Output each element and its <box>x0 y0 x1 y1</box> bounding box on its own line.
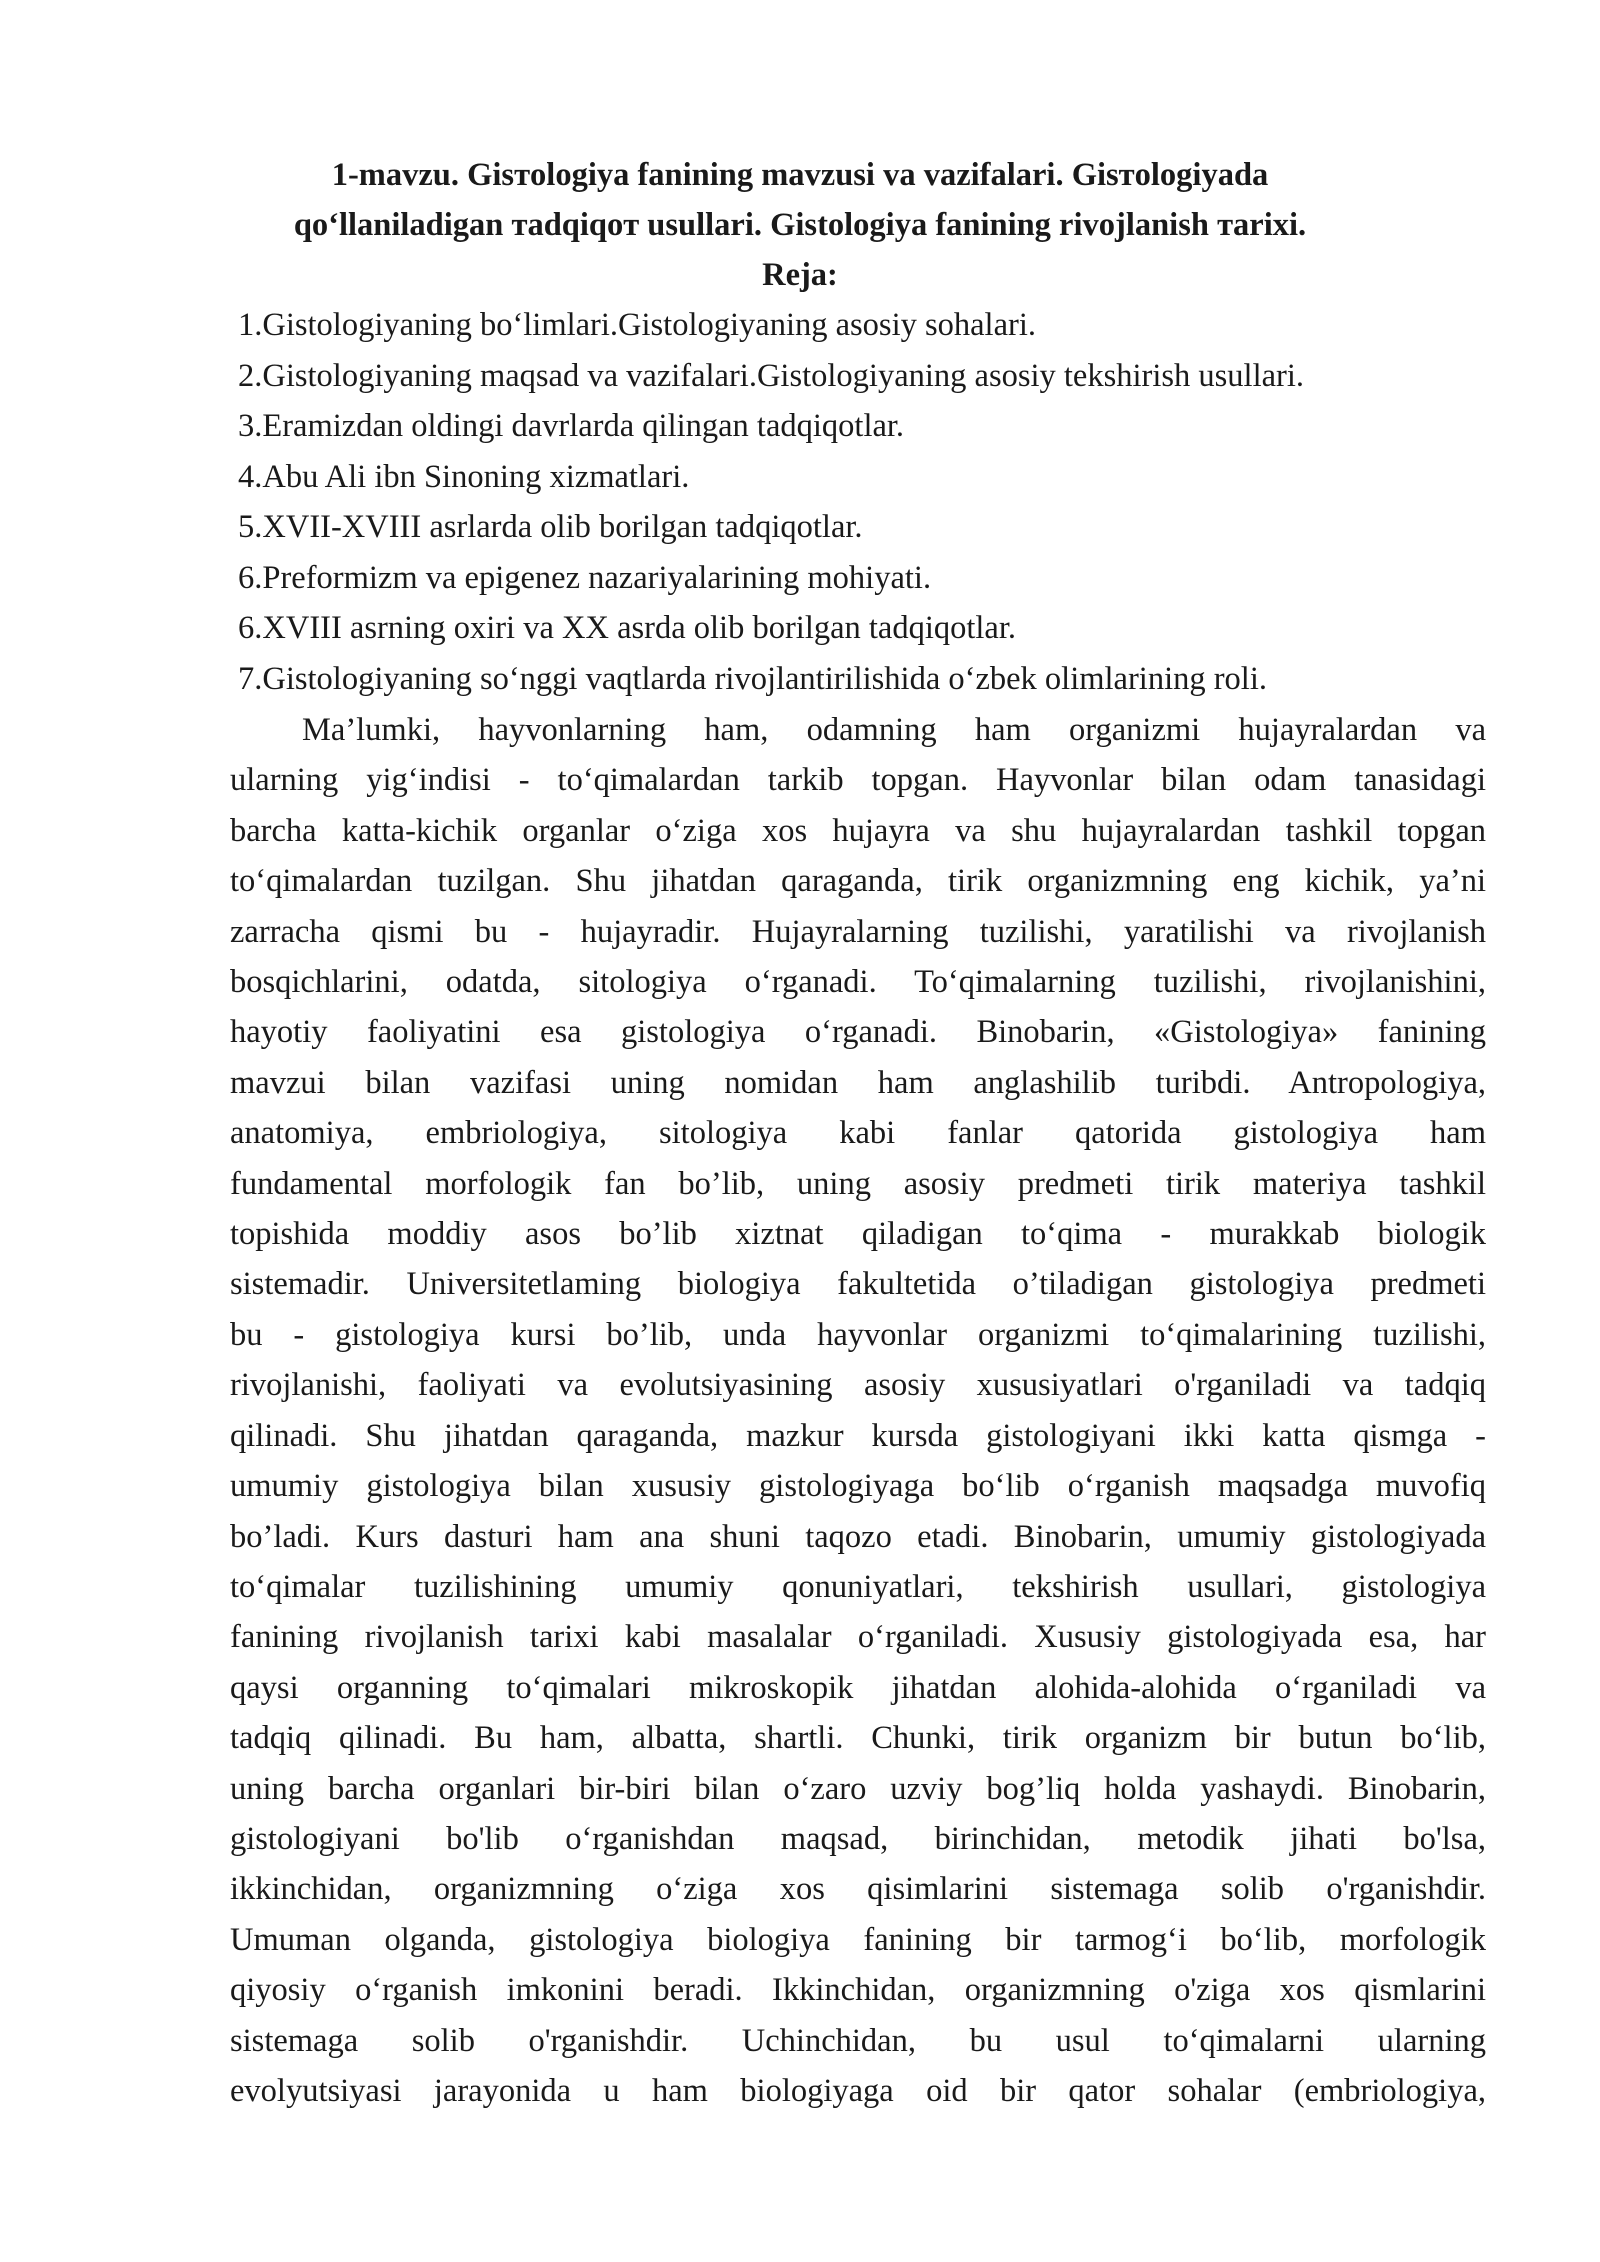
plan-item: 5.XVII-XVIII asrlarda olib borilgan tadqiqotlar. <box>238 509 863 545</box>
body-line: bosqichlarini, odatda, sitologiya o‘rganadi. To‘qimalarning tuzilishi, rivojlanishini, <box>230 964 1486 1001</box>
body-line: anatomiya, embriologiya, sitologiya kabi fanlar qatorida gistologiya ham <box>230 1115 1486 1152</box>
plan-item: 3.Eramizdan oldingi davrlarda qilingan tadqiqotlar. <box>238 408 905 444</box>
body-line: to‘qimalardan tuzilgan. Shu jihatdan qaraganda, tirik organizmning eng kichik, ya’ni <box>230 863 1486 900</box>
body-line: Ma’lumki, hayvonlarning ham, odamning ham organizmi hujayralardan va <box>302 712 1486 748</box>
body-line: barcha katta-kichik organlar o‘ziga xos hujayra va shu hujayralardan tashkil topgan <box>230 812 1486 849</box>
body-line: topishida moddiy asos bo’lib xiztnat qiladigan to‘qima - murakkab biologik <box>230 1216 1486 1253</box>
plan-item: 1.Gistologiyaning bo‘limlari.Gistologiyaning asosiy sohalari. <box>238 307 1036 343</box>
body-line: bo’ladi. Kurs dasturi ham ana shuni taqozo etadi. Binobarin, umumiy gistologiyada <box>230 1518 1486 1555</box>
body-line: rivojlanishi, faoliyati va evolutsiyasining asosiy xususiyatlari o'rganiladi va tadqiq <box>230 1367 1486 1404</box>
title-line-1: 1-mavzu. Gisтologiya fanining mavzusi va vazifalari. Gisтologiyada <box>331 157 1269 193</box>
body-line: ularning yig‘indisi - to‘qimalardan tarkib topgan. Hayvonlar bilan odam tanasidagi <box>230 762 1486 799</box>
body-line: fanining rivojlanish tarixi kabi masalalar o‘rganiladi. Xususiy gistologiyada esa, har <box>230 1619 1486 1656</box>
body-line: qaysi organning to‘qimalari mikroskopik jihatdan alohida-alohida o‘rganiladi va <box>230 1669 1486 1706</box>
body-line: sistemaga solib o'rganishdir. Uchinchidan, bu usul to‘qimalarni ularning <box>230 2022 1486 2059</box>
plan-heading: Reja: <box>762 257 838 293</box>
body-line: hayotiy faoliyatini esa gistologiya o‘rganadi. Binobarin, «Gistologiya» fanining <box>230 1014 1486 1051</box>
body-line: zarracha qismi bu - hujayradir. Hujayralarning tuzilishi, yaratilishi va rivojlanish <box>230 913 1486 950</box>
plan-item: 2.Gistologiyaning maqsad va vazifalari.Gistologiyaning asosiy tekshirish usullari. <box>238 357 1305 394</box>
body-line: qilinadi. Shu jihatdan qaraganda, mazkur kursda gistologiyani ikki katta qismga - <box>230 1417 1486 1454</box>
plan-item: 6.XVIII asrning oxiri va XX asrda olib borilgan tadqiqotlar. <box>238 610 1017 646</box>
body-line: mavzui bilan vazifasi uning nomidan ham anglashilib turibdi. Antropologiya, <box>230 1064 1486 1101</box>
plan-item: 6.Preformizm va epigenez nazariyalarining mohiyati. <box>238 559 932 596</box>
plan-list <box>238 300 1304 704</box>
body-line: fundamental morfologik fan bo’lib, uning asosiy predmeti tirik materiya tashkil <box>230 1165 1486 1202</box>
body-line: to‘qimalar tuzilishining umumiy qonuniyatlari, tekshirish usullari, gistologiya <box>230 1568 1486 1605</box>
document-title <box>230 150 1370 300</box>
body-line: uning barcha organlari bir-biri bilan o‘zaro uzviy bog’liq holda yashaydi. Binobarin, <box>230 1770 1486 1807</box>
title-line-2: qo‘llaniladigan тadqiqoт usullari. Gistologiya fanining rivojlanish тarixi. <box>293 207 1307 243</box>
body-line: bu - gistologiya kursi bo’lib, unda hayvonlar organizmi to‘qimalarining tuzilishi, <box>230 1316 1486 1353</box>
body-line: evolyutsiyasi jarayonida u ham biologiyaga oid bir qator sohalar (embriologiya, <box>230 2072 1486 2109</box>
body-line: qiyosiy o‘rganish imkonini beradi. Ikkinchidan, organizmning o'ziga xos qismlarini <box>230 1972 1486 2009</box>
body-line: sistemadir. Universitetlaming biologiya fakultetida o’tiladigan gistologiya predmeti <box>230 1266 1486 1303</box>
plan-item: 7.Gistologiyaning so‘nggi vaqtlarda rivojlantirilishida o‘zbek olimlarining roli. <box>238 660 1267 697</box>
body-paragraph <box>230 705 1486 2116</box>
plan-item: 4.Abu Ali ibn Sinoning xizmatlari. <box>238 458 690 495</box>
body-line: gistologiyani bo'lib o‘rganishdan maqsad, birinchidan, metodik jihati bo'lsa, <box>230 1820 1486 1857</box>
body-line: umumiy gistologiya bilan xususiy gistologiyaga bo‘lib o‘rganish maqsadga muvofiq <box>230 1468 1486 1505</box>
body-line: tadqiq qilinadi. Bu ham, albatta, shartli. Chunki, tirik organizm bir butun bo‘lib, <box>230 1720 1486 1757</box>
body-line: ikkinchidan, organizmning o‘ziga xos qisimlarini sistemaga solib o'rganishdir. <box>230 1871 1486 1908</box>
body-line: Umuman olganda, gistologiya biologiya fanining bir tarmog‘i bo‘lib, morfologik <box>230 1921 1486 1958</box>
